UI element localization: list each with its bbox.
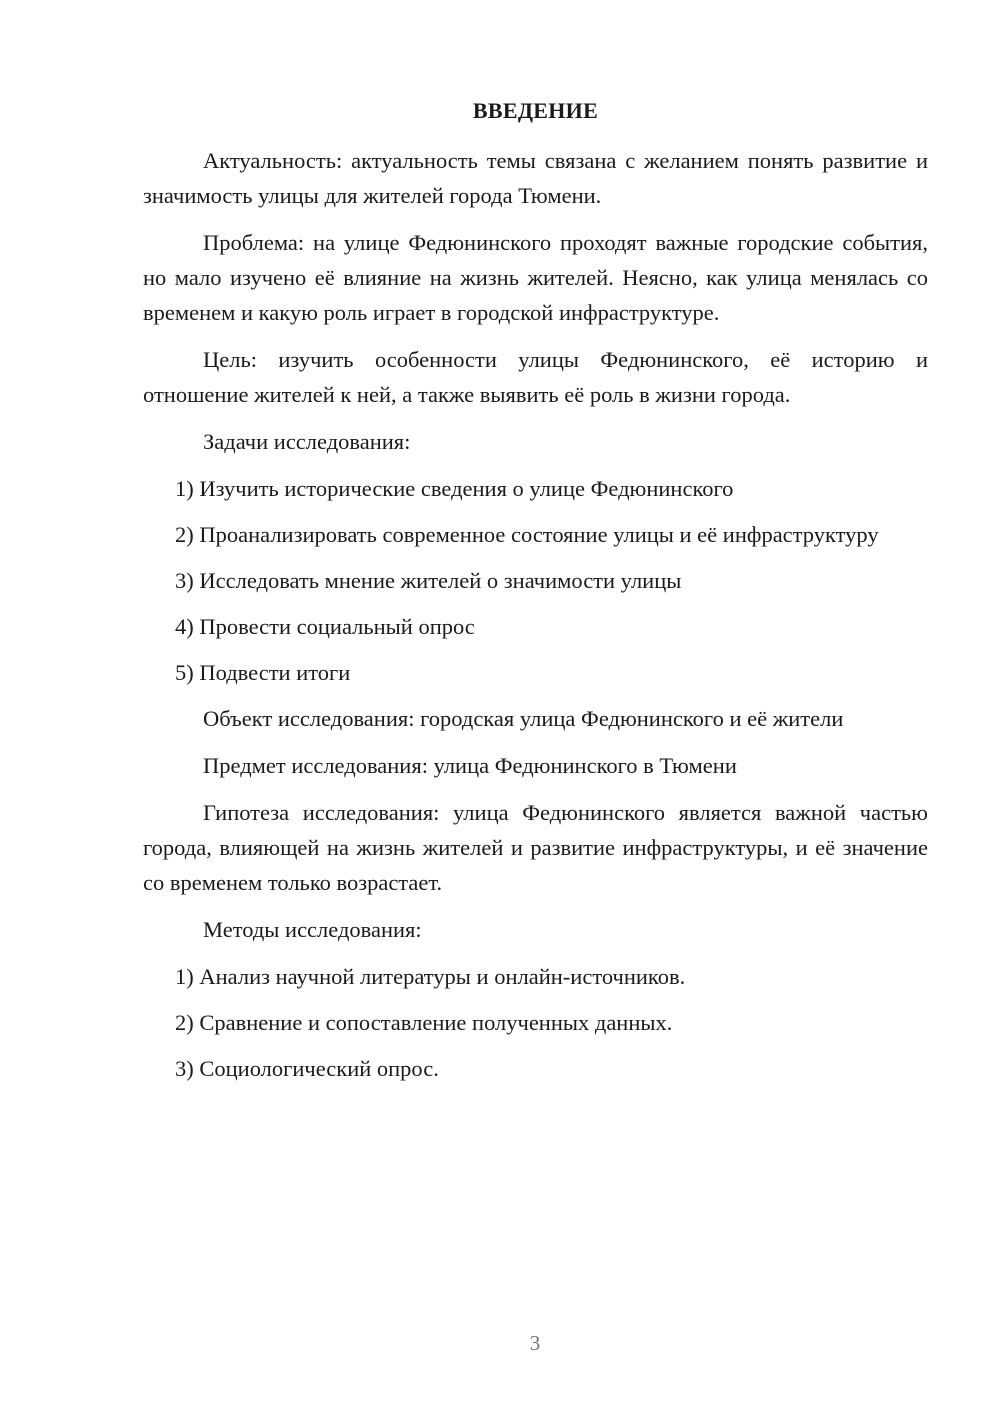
method-item: 2) Сравнение и сопоставление полученных данных. bbox=[175, 1010, 673, 1035]
relevance-paragraph: Актуальность: актуальность темы связана с желанием понять развитие и значимость улицы для жителей города Тюмени. bbox=[143, 148, 928, 208]
task-item: 5) Подвести итоги bbox=[175, 660, 351, 685]
hypothesis-paragraph: Гипотеза исследования: улица Федюнинского является важной частью города, влияющей на жизнь жителей и развитие инфраструктуры, и её значение со временем только возрастает. bbox=[143, 800, 928, 895]
goal-paragraph: Цель: изучить особенности улицы Федюнинского, её историю и отношение жителей к ней, а также выявить её роль в жизни города. bbox=[143, 347, 928, 407]
task-item: 2) Проанализировать современное состояние улицы и её инфраструктуру bbox=[175, 522, 879, 547]
method-item: 3) Социологический опрос. bbox=[175, 1056, 439, 1081]
object-paragraph: Объект исследования: городская улица Федюнинского и её жители bbox=[203, 706, 844, 731]
task-item: 3) Исследовать мнение жителей о значимости улицы bbox=[175, 568, 682, 593]
tasks-heading: Задачи исследования: bbox=[203, 429, 411, 454]
section-title: ВВЕДЕНИЕ bbox=[472, 98, 599, 123]
task-item: 1) Изучить исторические сведения о улице Федюнинского bbox=[175, 476, 734, 501]
subject-paragraph: Предмет исследования: улица Федюнинского в Тюмени bbox=[203, 753, 737, 778]
page-number: 3 bbox=[529, 1331, 541, 1355]
problem-paragraph: Проблема: на улице Федюнинского проходят важные городские события, но мало изучено её влияние на жизнь жителей. Неясно, как улица менялась со временем и какую роль играет в городской инфраструктуре. bbox=[143, 230, 928, 325]
page-content bbox=[143, 94, 928, 1097]
method-item: 1) Анализ научной литературы и онлайн-источников. bbox=[175, 964, 686, 989]
methods-heading: Методы исследования: bbox=[203, 917, 422, 942]
task-item: 4) Провести социальный опрос bbox=[175, 614, 475, 639]
